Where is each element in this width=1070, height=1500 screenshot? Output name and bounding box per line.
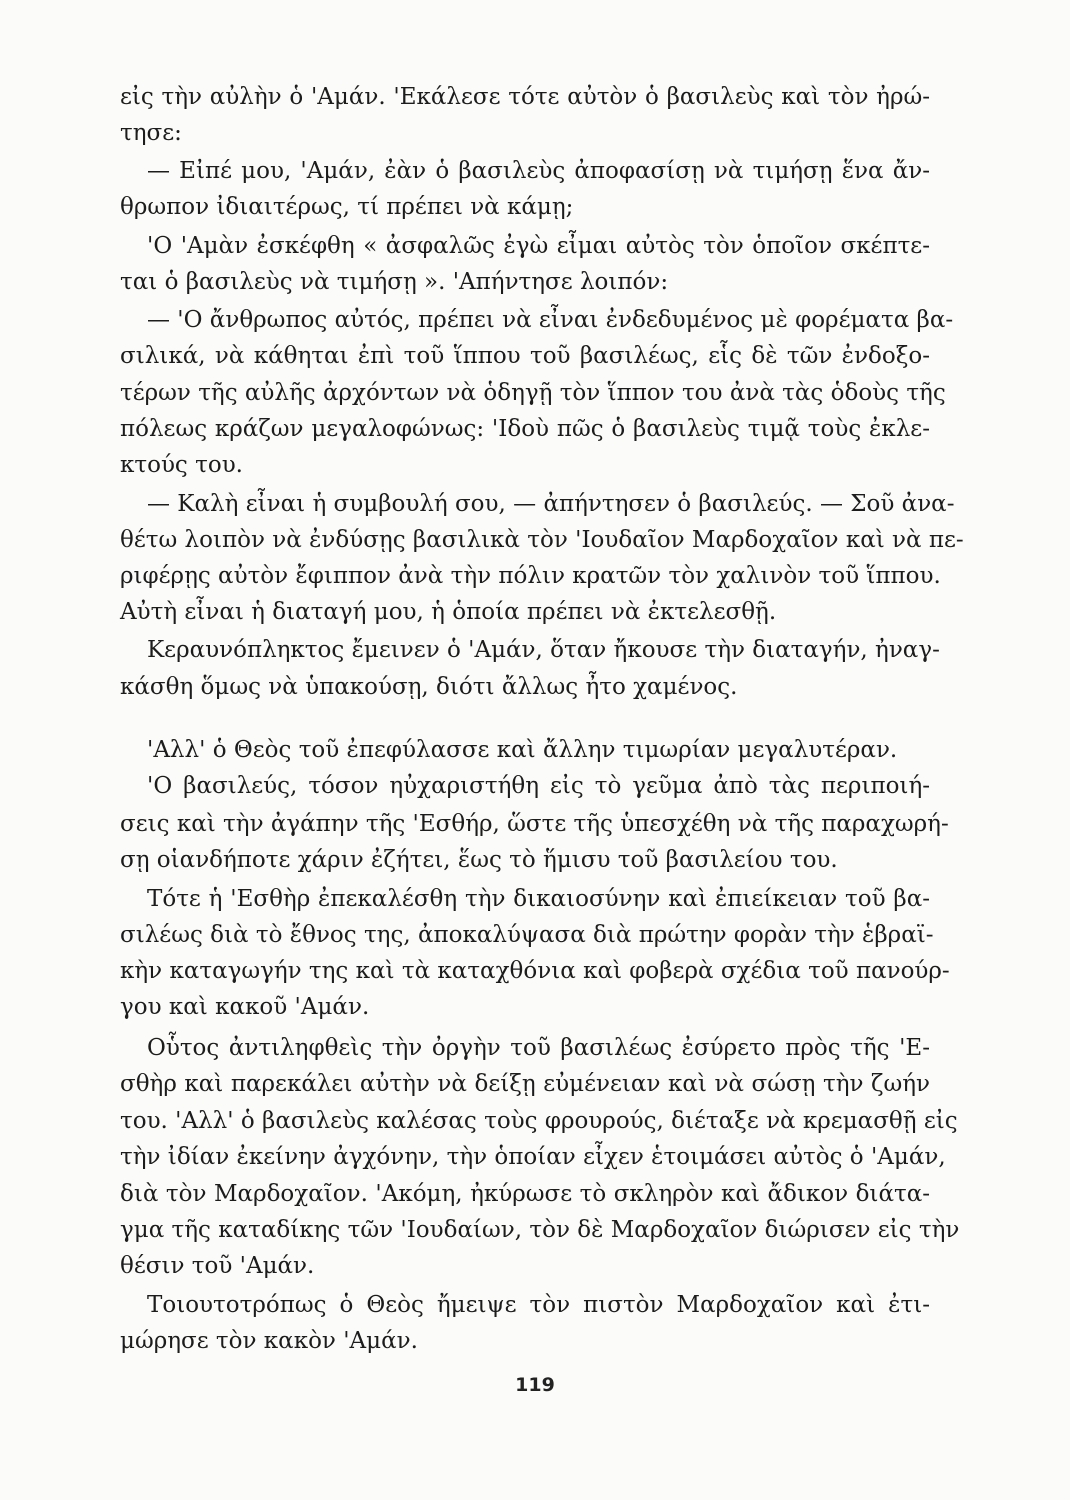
- text-line: σεις καὶ τὴν ἀγάπην τῆς 'Εσθήρ, ὥστε τῆς ὑπεσχέθη νὰ τῆς παραχωρή-: [120, 811, 949, 837]
- text-line: 'Ο βασιλεύς, τόσον ηὐχαριστήθη εἰς τὸ γεῦμα ἀπὸ τὰς περιποιή-: [147, 773, 930, 799]
- text-line: — Εἰπέ μου, 'Αμάν, ἐὰν ὁ βασιλεὺς ἀποφασίσῃ νὰ τιμήσῃ ἕνα ἄν-: [147, 158, 930, 184]
- text-line: διὰ τὸν Μαρδοχαῖον. 'Ακόμη, ἠκύρωσε τὸ σκληρὸν καὶ ἄδικον διάτα-: [120, 1181, 930, 1207]
- text-line: Κεραυνόπληκτος ἔμεινεν ὁ 'Αμάν, ὅταν ἤκουσε τὴν διαταγήν, ἠναγ-: [147, 637, 940, 663]
- text-line: κὴν καταγωγήν της καὶ τὰ καταχθόνια καὶ φοβερὰ σχέδια τοῦ πανούρ-: [120, 958, 950, 984]
- text-line: γου καὶ κακοῦ 'Αμάν.: [120, 994, 370, 1020]
- page-number: 119: [515, 1374, 555, 1396]
- text-line: ται ὁ βασιλεὺς νὰ τιμήσῃ ». 'Απήντησε λοιπόν:: [120, 269, 669, 295]
- text-line: εἰς τὴν αὐλὴν ὁ 'Αμάν. 'Εκάλεσε τότε αὐτὸν ὁ βασιλεὺς καὶ τὸν ἠρώ-: [120, 84, 930, 110]
- text-line: Οὗτος ἀντιληφθεὶς τὴν ὀργὴν τοῦ βασιλέως ἐσύρετο πρὸς τῆς 'Ε-: [147, 1035, 930, 1061]
- text-line: πόλεως κράζων μεγαλοφώνως: 'Ιδοὺ πῶς ὁ βασιλεὺς τιμᾷ τοὺς ἐκλε-: [120, 416, 930, 442]
- text-line: 'Αλλ' ὁ Θεὸς τοῦ ἐπεφύλασσε καὶ ἄλλην τιμωρίαν μεγαλυτέραν.: [147, 737, 898, 763]
- text-line: 'Ο 'Αμὰν ἐσκέφθη « ἀσφαλῶς ἐγὼ εἶμαι αὐτὸς τὸν ὁποῖον σκέπτε-: [147, 233, 930, 259]
- text-line: θέτω λοιπὸν νὰ ἐνδύσῃς βασιλικὰ τὸν 'Ιουδαῖον Μαρδοχαῖον καὶ νὰ πε-: [120, 527, 964, 553]
- text-line: κτούς του.: [120, 452, 243, 478]
- text-line: τὴν ἰδίαν ἐκείνην ἀγχόνην, τὴν ὁποίαν εἶχεν ἑτοιμάσει αὐτὸς ὁ 'Αμάν,: [120, 1144, 946, 1170]
- text-line: μώρησε τὸν κακὸν 'Αμάν.: [120, 1328, 418, 1354]
- text-line: γμα τῆς καταδίκης τῶν 'Ιουδαίων, τὸν δὲ Μαρδοχαῖον διώρισεν εἰς τὴν: [120, 1217, 960, 1243]
- text-line: τησε:: [120, 120, 182, 146]
- text-line: τέρων τῆς αὐλῆς ἀρχόντων νὰ ὁδηγῇ τὸν ἵππον του ἀνὰ τὰς ὁδοὺς τῆς: [120, 380, 946, 406]
- text-line: σθὴρ καὶ παρεκάλει αὐτὴν νὰ δείξῃ εὐμένειαν καὶ νὰ σώσῃ τὴν ζωήν: [120, 1071, 930, 1097]
- text-line: ριφέρῃς αὐτὸν ἔφιππον ἀνὰ τὴν πόλιν κρατῶν τὸν χαλινὸν τοῦ ἵππου.: [120, 563, 941, 589]
- text-line: σῃ οἱανδήποτε χάριν ἐζήτει, ἕως τὸ ἥμισυ τοῦ βασιλείου του.: [120, 847, 838, 873]
- text-line: θέσιν τοῦ 'Αμάν.: [120, 1253, 315, 1279]
- text-line: κάσθη ὅμως νὰ ὑπακούσῃ, διότι ἄλλως ἦτο χαμένος.: [120, 674, 738, 700]
- text-line: σιλικά, νὰ κάθηται ἐπὶ τοῦ ἵππου τοῦ βασιλέως, εἷς δὲ τῶν ἐνδοξο-: [120, 343, 930, 369]
- text-line: θρωπον ἰδιαιτέρως, τί πρέπει νὰ κάμῃ;: [120, 194, 574, 220]
- text-line: — Καλὴ εἶναι ἡ συμβουλή σου, — ἀπήντησεν ὁ βασιλεύς. — Σοῦ ἀνα-: [147, 491, 955, 517]
- text-line: Αὐτὴ εἶναι ἡ διαταγή μου, ἡ ὁποία πρέπει νὰ ἐκτελεσθῇ.: [120, 599, 777, 625]
- text-line: του. 'Αλλ' ὁ βασιλεὺς καλέσας τοὺς φρουρούς, διέταξε νὰ κρεμασθῇ εἰς: [120, 1108, 958, 1134]
- text-line: Τότε ἡ 'Εσθὴρ ἐπεκαλέσθη τὴν δικαιοσύνην καὶ ἐπιείκειαν τοῦ βα-: [147, 886, 930, 912]
- text-line: — 'Ο ἄνθρωπος αὐτός, πρέπει νὰ εἶναι ἐνδεδυμένος μὲ φορέματα βα-: [147, 307, 954, 333]
- text-line: Τοιουτοτρόπως ὁ Θεὸς ἤμειψε τὸν πιστὸν Μαρδοχαῖον καὶ ἐτι-: [147, 1292, 930, 1318]
- text-line: σιλέως διὰ τὸ ἔθνος της, ἀποκαλύψασα διὰ πρώτην φορὰν τὴν ἑβραϊ-: [120, 922, 934, 948]
